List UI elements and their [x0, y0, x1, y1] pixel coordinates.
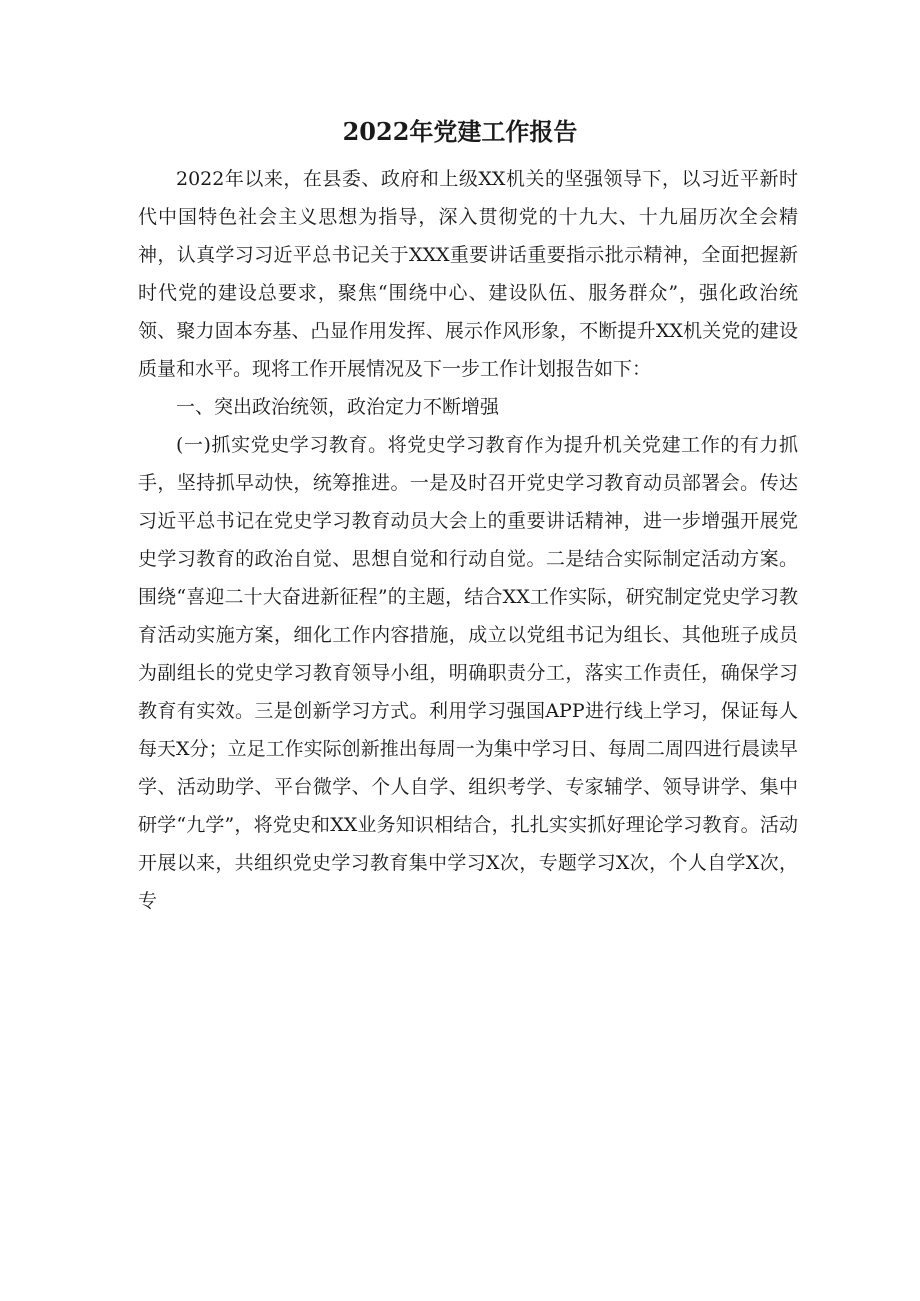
document-title: 2022年党建工作报告	[342, 117, 578, 146]
subsection-paragraph: (一)抓实党史学习教育。将党史学习教育作为提升机关党建工作的有力抓手，坚持抓早动快，统筹推进。一是及时召开党史学习教育动员部署会。传达习近平总书记在党史学习教育动员大会上的重要讲话精神，进一步增强开展党史学习教育的政治自觉、思想自觉和行动自觉。二是结合实际制定活动方案。围绕“喜迎二十大奋进新征程”的主题，结合XX工作实际，研究制定党史学习教育活动实施方案，细化工作内容措施，成立以党组书记为组长、其他班子成员为副组长的党史学习教育领导小组，明确职责分工，落实工作责任，确保学习教育有实效。三是创新学习方式。利用学习强国APP进行线上学习，保证每人每天X分；立足工作实际创新推出每周一为集中学习日、每周二周四进行晨读早学、活动助学、平台微学、个人自学、组织考学、专家辅学、领导讲学、集中研学“九学”，将党史和XX业务知识相结合，扎扎实实抓好理论学习教育。活动开展以来，共组织党史学习教育集中学习X次，专题学习X次，个人自学X次，专	[138, 434, 798, 912]
section-heading: 一、突出政治统领，政治定力不断增强	[176, 396, 500, 418]
document-body	[138, 160, 798, 920]
intro-paragraph: 2022年以来，在县委、政府和上级XX机关的坚强领导下，以习近平新时代中国特色社会主义思想为指导，深入贯彻党的十九大、十九届历次全会精神，认真学习习近平总书记关于XXX重要讲话重要指示批示精神，全面把握新时代党的建设总要求，聚焦“围绕中心、建设队伍、服务群众”，强化政治统领、聚力固本夯基、凸显作用发挥、展示作风形象，不断提升XX机关党的建设质量和水平。现将工作开展情况及下一步工作计划报告如下：	[138, 168, 798, 380]
